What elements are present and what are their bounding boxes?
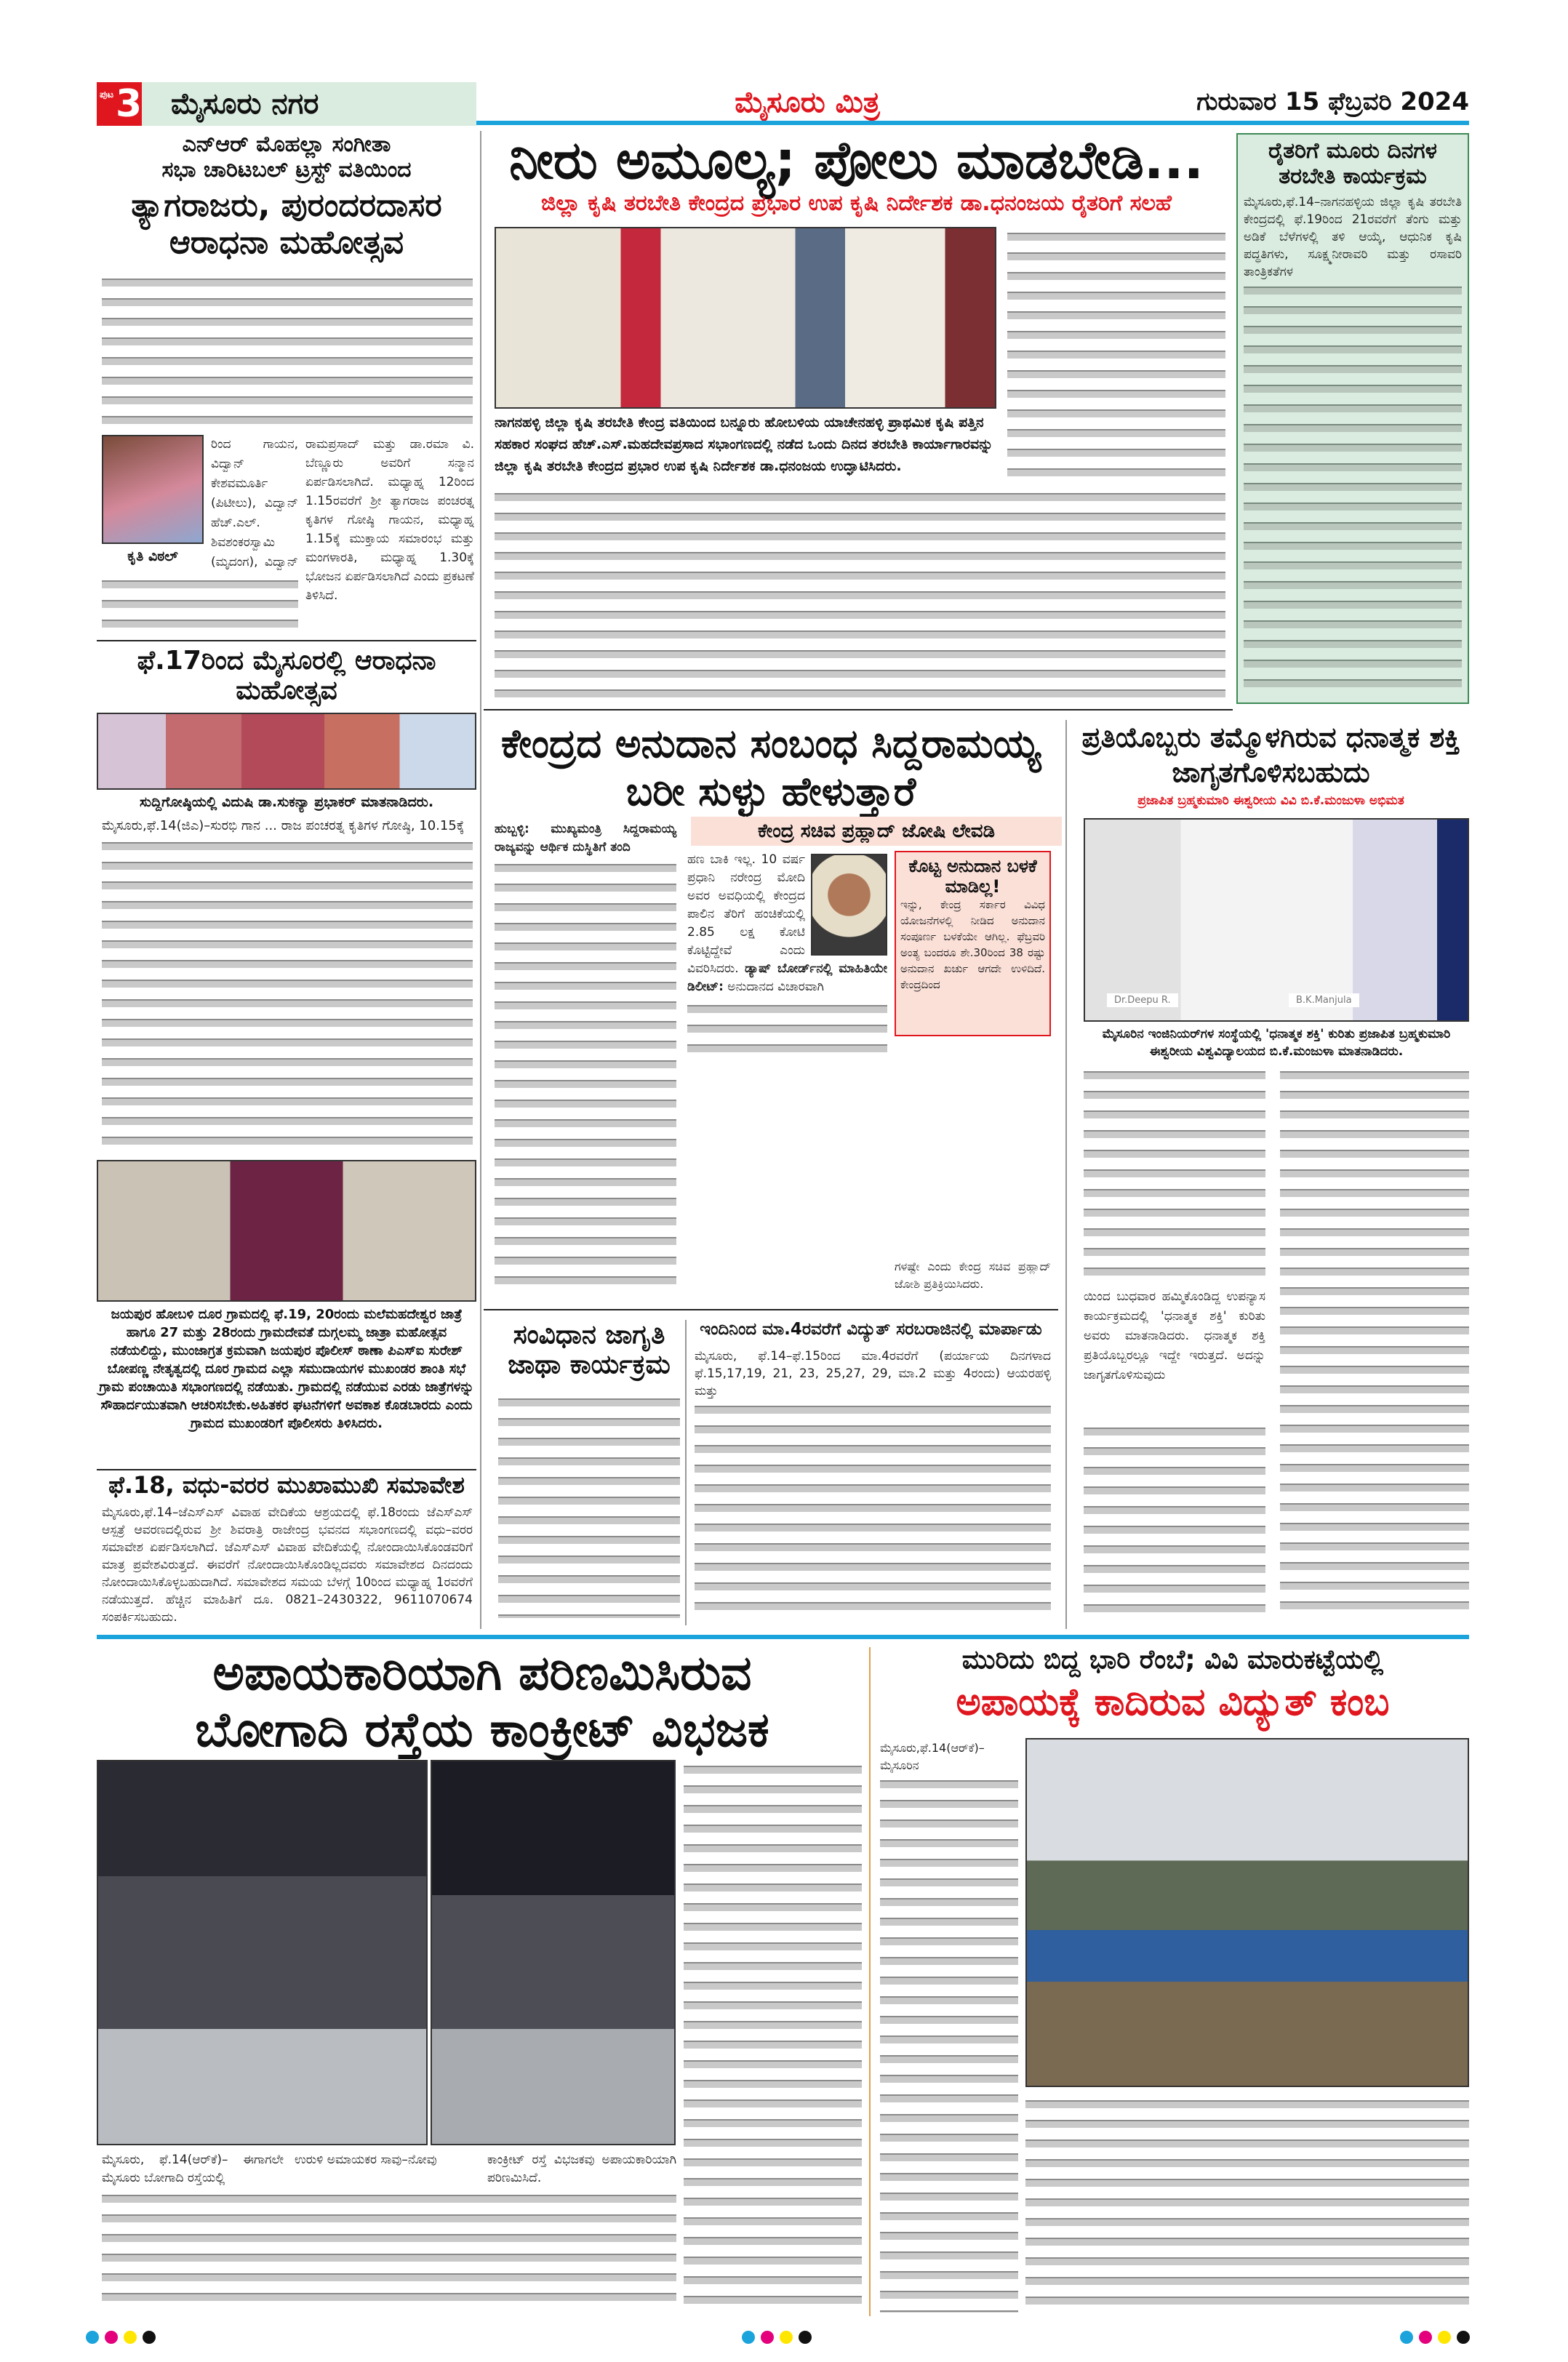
column-rule: [869, 1647, 871, 2316]
positive-body: ಯಿಂದ ಬುಧವಾರ ಹಮ್ಮಿಕೊಂಡಿದ್ದ ಉಪನ್ಯಾಸ ಕಾರ್ಯಕ್ರಮದಲ್ಲಿ 'ಧನಾತ್ಮಕ ಶಕ್ತಿ' ಕುರಿತು ಅವರು ಮಾತನಾಡಿದರು. ಧನಾತ್ಮಕ ಶಕ್ತಿ ಪ್ರತಿಯೊಬ್ಬರಲ್ಲೂ ಇದ್ದೇ ಇರುತ್ತದೆ. ಅದನ್ನು ಜಾಗೃತಗೊಳಿಸುವುದು: [1084, 1289, 1265, 1382]
divider: [97, 1469, 476, 1470]
power-headline: ಇಂದಿನಿಂದ ಮಾ.4ರವರೆಗೆ ವಿದ್ಯುತ್ ಸರಬರಾಜಿನಲ್ಲಿ ಮಾರ್ಪಾಡು: [700, 1320, 1042, 1339]
power-body-text: [695, 1400, 1051, 1618]
positive-body-text-3: [1084, 1422, 1265, 1618]
page-number: 3: [116, 82, 143, 126]
divider: [484, 1309, 1058, 1310]
section-title: ಮೈಸೂರು ನಗರ: [142, 82, 476, 126]
grant-box-title: ಕೊಟ್ಟ ಅನುದಾನ ಬಳಕೆ ಮಾಡಿಲ್ಲ!: [908, 856, 1037, 897]
issue-date: ಗುರುವಾರ 15 ಫೆಬ್ರವರಿ 2024: [1196, 87, 1469, 116]
positive-body-text: [1084, 1065, 1265, 1284]
print-registration-marks-right: [1400, 2331, 1476, 2347]
divider: [97, 640, 476, 641]
positive-caption: ಮೈಸೂರಿನ ಇಂಜಿನಿಯರ್‌ಗಳ ಸಂಸ್ಥೆಯಲ್ಲಿ 'ಧನಾತ್ಮಕ ಶಕ್ತಿ' ಕುರಿತು ಪ್ರಜಾಪಿತ ಬ್ರಹ್ಮಕುಮಾರಿ ಈಶ್ವರೀಯ ವಿಶ್ವವಿದ್ಯಾಲಯದ ಬಿ.ಕೆ.ಮಂಜುಳಾ ಮಾತನಾಡಿದರು.: [1102, 1027, 1451, 1059]
market-pole-photo: [1025, 1738, 1469, 2087]
positive-headline: ಪ್ರತಿಯೊಬ್ಬರು ತಮ್ಮೊಳಗಿರುವ ಧನಾತ್ಮಕ ಶಕ್ತಿ ಜಾಗೃತಗೊಳಿಸಬಹುದು: [1081, 721, 1460, 788]
divider-headline: ಅಪಾಯಕಾರಿಯಾಗಿ ಪರಿಣಮಿಸಿರುವ ಬೋಗಾದಿ ರಸ್ತೆಯ ಕಾಂಕ್ರೀಟ್ ವಿಭಜಕ: [195, 1645, 769, 1758]
grant-body-text-2: ಅನುದಾನದ ವಿಚಾರವಾಗಿ: [727, 980, 824, 994]
grant-body: [687, 851, 887, 1057]
peace-meeting-photo: [97, 1160, 476, 1302]
aradhana-body-text: [102, 273, 473, 429]
water-body-text: [1007, 227, 1225, 481]
section-rule: [97, 1635, 1469, 1639]
aradhana-body-2: ರಾಮಪ್ರಸಾದ್ ಮತ್ತು ಡಾ.ರಮಾ ವಿ. ಬೆಣ್ಣೂರು ಅವರಿಗೆ ಸನ್ಮಾನ ಏರ್ಪಡಿಸಲಾಗಿದೆ. ಮಧ್ಯಾಹ್ನ 12ರಿಂದ 1.15ರವರೆಗೆ ಶ್ರೀ ತ್ಯಾಗರಾಜ ಪಂಚರತ್ನ ಕೃತಿಗಳ ಗೋಷ್ಠಿ ಗಾಯನ, ಮಧ್ಯಾಹ್ನ 1.15ಕ್ಕೆ ಮುಕ್ತಾಯ ಸಮಾರಂಭ ಮತ್ತು ಮಂಗಳಾರತಿ, ಮಧ್ಯಾಹ್ನ 1.30ಕ್ಕೆ ಭೋಜನ ಏರ್ಪಡಿಸಲಾಗಿದೆ ಎಂದು ಪ್ರಕಟಣೆ ತಿಳಿಸಿದೆ.: [305, 437, 474, 603]
grant-tail: ಗಳಷ್ಟೇ ಎಂದು ಕೇಂದ್ರ ಸಚಿವ ಪ್ರಹ್ಲಾದ್ ಜೋಶಿ ಪ್ರತಿಕ್ರಿಯಿಸಿದರು.: [895, 1260, 1051, 1291]
pole-body-text: [880, 1774, 1018, 2313]
samvidhana-body-text: [498, 1393, 680, 1618]
aradhana-body-1: ರಿಂದ ಗಾಯನ, ವಿದ್ವಾನ್ ಕೇಶವಮೂರ್ತಿ (ಪಿಟೀಲು), ವಿದ್ವಾನ್ ಹೆಚ್.ಎಲ್. ಶಿವಶಂಕರಸ್ವಾಮಿ (ಮೃದಂಗ), ವಿದ್ವಾನ್: [211, 437, 298, 569]
water-headline: ನೀರು ಅಮೂಲ್ಯ; ಪೋಲು ಮಾಡಬೇಡಿ...: [509, 129, 1204, 191]
feb17-photo-caption: ಸುದ್ದಿಗೋಷ್ಠಿಯಲ್ಲಿ ವಿದುಷಿ ಡಾ.ಸುಕನ್ಯಾ ಪ್ರಭಾಕರ್ ಮಾತನಾಡಿದರು.: [139, 794, 434, 810]
divider: [484, 709, 1233, 710]
nameplate-deepu: Dr.Deepu R.: [1107, 993, 1178, 1007]
water-body-text-2: [495, 487, 1225, 698]
page-number-badge: [97, 82, 142, 126]
page-label: ಪುಟ: [100, 89, 114, 100]
aradhana-kicker: ಎನ್‌ಆರ್ ಮೊಹಲ್ಲಾ ಸಂಗೀತಾ ಸಭಾ ಚಾರಿಟಬಲ್ ಟ್ರಸ್ಟ್ ವತಿಯಿಂದ: [161, 132, 412, 183]
column-rule: [480, 131, 481, 1629]
aradhana-headline: ತ್ಯಾಗರಾಜರು, ಪುರಂದರದಾಸರ ಆರಾಧನಾ ಮಹೋತ್ಸವ: [131, 187, 442, 261]
grant-sidebar-box: [895, 851, 1051, 1036]
nameplate-manjula: B.K.Manjula: [1289, 993, 1359, 1007]
grant-body-text-1: ಹಣ ಬಾಕಿ ಇಲ್ಲ. 10 ವರ್ಷ ಪ್ರಧಾನಿ ನರೇಂದ್ರ ಮೋದಿ ಅವರ ಅವಧಿಯಲ್ಲಿ ಕೇಂದ್ರದ ಪಾಲಿನ ತೆರಿಗೆ ಹಂಚಿಕೆಯಲ್ಲಿ 2.85 ಲಕ್ಷ ಕೋಟಿ ಕೊಟ್ಟಿದ್ದೇವೆ ಎಂದು ವಿವರಿಸಿದರು.: [687, 852, 805, 976]
road-divider-photo: [431, 1760, 676, 2145]
singer-photo-caption: ಕೃತಿ ವಿಠಲ್: [127, 548, 178, 564]
grant-box-body: ಇನ್ನು, ಕೇಂದ್ರ ಸರ್ಕಾರ ವಿವಿಧ ಯೋಜನೆಗಳಲ್ಲಿ ನೀಡಿದ ಅನುದಾನ ಸಂಪೂರ್ಣ ಬಳಕೆಯೇ ಆಗಿಲ್ಲ. ಫೆಬ್ರವರಿ ಅಂತ್ಯ ಬಂದರೂ ಶೇ.30ರಿಂದ 38 ರಷ್ಟು ಅನುದಾನ ಖರ್ಚು ಆಗದೇ ಉಳಿದಿದೆ. ಕೇಂದ್ರದಿಂದ: [900, 898, 1045, 992]
pole-kicker: ಮುರಿದು ಬಿದ್ದ ಭಾರಿ ರೆಂಬೆ; ವಿವಿ ಮಾರುಕಟ್ಟೆಯಲ್ಲಿ: [961, 1645, 1384, 1675]
aradhana-body-text-2: [102, 575, 298, 633]
print-registration-marks-center: [742, 2331, 817, 2347]
training-body: ಮೈಸೂರು,ಫೆ.14–ನಾಗನಹಳ್ಳಿಯ ಜಿಲ್ಲಾ ಕೃಷಿ ತರಬೇತಿ ಕೇಂದ್ರದಲ್ಲಿ ಫೆ.19ರಿಂದ 21ರವರೆಗೆ ತೆಂಗು ಮತ್ತು ಅಡಿಕೆ ಬೆಳೆಗಳಲ್ಲಿ ತಳಿ ಆಯ್ಕೆ, ಆಧುನಿಕ ಕೃಷಿ ಪದ್ಧತಿಗಳು, ಸೂಕ್ಷ್ಮನೀರಾವರಿ ಮತ್ತು ರಸಾವರಿ ತಾಂತ್ರಿಕತೆಗಳ: [1244, 195, 1462, 279]
workshop-caption: ನಾಗನಹಳ್ಳಿ ಜಿಲ್ಲಾ ಕೃಷಿ ತರಬೇತಿ ಕೇಂದ್ರ ವತಿಯಿಂದ ಬನ್ನೂರು ಹೋಬಳಿಯ ಯಾಚೇನಹಳ್ಳಿ ಪ್ರಾಥಮಿಕ ಕೃಷಿ ಪತ್ತಿನ ಸಹಕಾರ ಸಂಘದ ಹೆಚ್.ಎಸ್.ಮಹದೇವಪ್ರಸಾದ ಸಭಾಂಗಣದಲ್ಲಿ ನಡೆದ ಒಂದು ದಿನದ ತರಬೇತಿ ಕಾರ್ಯಾಗಾರವನ್ನು ಜಿಲ್ಲಾ ಕೃಷಿ ತರಬೇತಿ ಕೇಂದ್ರದ ಪ್ರಭಾರ ಉಪ ಕೃಷಿ ನಿರ್ದೇಶಕ ಡಾ.ಧನಂಜಯ ಉದ್ಘಾಟಿಸಿದರು.: [495, 415, 993, 474]
press-meet-photo: [97, 713, 476, 790]
pole-headline: ಅಪಾಯಕ್ಕೆ ಕಾದಿರುವ ವಿದ್ಯುತ್ ಕಂಬ: [956, 1681, 1390, 1724]
water-subhead: ಜಿಲ್ಲಾ ಕೃಷಿ ತರಬೇತಿ ಕೇಂದ್ರದ ಪ್ರಭಾರ ಉಪ ಕೃಷಿ ನಿರ್ದೇಶಕ ಡಾ.ಧನಂಜಯ ರೈತರಿಗೆ ಸಲಹೆ: [541, 191, 1172, 216]
feb18-headline: ಫೆ.18, ವಧು-ವರರ ಮುಖಾಮುಖಿ ಸಮಾವೇಶ: [108, 1471, 465, 1499]
divider-body-1: ಮೈಸೂರು, ಫೆ.14(ಆರ್‌ಕೆ)– ಈಗಾಗಲೇ ಮೈಸೂರು ಬೋಗಾದಿ ರಸ್ತೆಯಲ್ಲಿ: [102, 2153, 284, 2185]
training-headline: ರೈತರಿಗೆ ಮೂರು ದಿನಗಳ ತರಬೇತಿ ಕಾರ್ಯಕ್ರಮ: [1268, 138, 1437, 189]
power-body: ಮೈಸೂರು, ಫೆ.14–ಫೆ.15ರಿಂದ ಮಾ.4ರವರೆಗೆ (ಪರ್ಯಾಯ ದಿನಗಳಾದ ಫೆ.15,17,19, 21, 23, 25,27, 29, ಮಾ.2 ಮತ್ತು 4ರಂದು) ಆಯರಹಳ್ಳಿ ಮತ್ತು: [695, 1349, 1051, 1398]
feb18-body: ಮೈಸೂರು,ಫೆ.14–ಜೆಎಸ್‌ಎಸ್ ವಿವಾಹ ವೇದಿಕೆಯ ಆಶ್ರಯದಲ್ಲಿ ಫೆ.18ರಂದು ಜೆಎಸ್‌ಎಸ್ ಆಸ್ಪತ್ರೆ ಆವರಣದಲ್ಲಿರುವ ಶ್ರೀ ಶಿವರಾತ್ರಿ ರಾಜೇಂದ್ರ ಭವನದ ಸಭಾಂಗಣದಲ್ಲಿ ವಧು–ವರರ ಸಮಾವೇಶ ಏರ್ಪಡಿಸಲಾಗಿದೆ. ಜೆಎಸ್‌ಎಸ್ ವಿವಾಹ ವೇದಿಕೆಯಲ್ಲಿ ನೋಂದಾಯಿಸಿಕೊಂಡವರಿಗೆ ಮಾತ್ರ ಪ್ರವೇಶವಿರುತ್ತದೆ. ಈವರೆಗೆ ನೋಂದಾಯಿಸಿಕೊಂಡಿಲ್ಲದವರು ಸಮಾವೇಶದ ದಿನದಂದು ನೋಂದಾಯಿಸಿಕೊಳ್ಳಬಹುದಾಗಿದೆ. ಸಮಾವೇಶದ ಸಮಯ ಬೆಳಗ್ಗೆ 10ರಿಂದ ಮಧ್ಯಾಹ್ನ 1ರವರೆಗೆ ನಡೆಯುತ್ತದೆ. ಹೆಚ್ಚಿನ ಮಾಹಿತಿಗೆ ದೂ. 0821–2430322, 9611070674 ಸಂಪರ್ಕಿಸಬಹುದು.: [102, 1505, 473, 1625]
singer-photo: [102, 435, 204, 544]
damaged-car-photo: [97, 1760, 428, 2145]
workshop-photo: [495, 227, 996, 409]
samvidhana-headline: ಸಂವಿಧಾನ ಜಾಗೃತಿ ಜಾಥಾ ಕಾರ್ಯಕ್ರಮ: [508, 1320, 671, 1380]
grant-body-text: [495, 858, 676, 1294]
feb17-body-text: [102, 836, 473, 1149]
pole-body: ಮೈಸೂರು,ಫೆ.14(ಆರ್‌ಕೆ)– ಮೈಸೂರಿನ: [880, 1741, 985, 1772]
divider-body-3: ಕಾಂಕ್ರೀಟ್ ರಸ್ತೆ ವಿಭಜಕವು ಅಪಾಯಕಾರಿಯಾಗಿ ಪರಿಣಮಿಸಿದೆ.: [487, 2153, 676, 2185]
positive-subhead: ಪ್ರಜಾಪಿತ ಬ್ರಹ್ಮಕುಮಾರಿ ಈಶ್ವರೀಯ ವಿವಿ ಬಿ.ಕೆ.ಮಂಜುಳಾ ಅಭಿಮತ: [1137, 793, 1404, 808]
grant-headline: ಕೇಂದ್ರದ ಅನುದಾನ ಸಂಬಂಧ ಸಿದ್ದರಾಮಯ್ಯ ಬರೀ ಸುಳ್ಳು ಹೇಳುತ್ತಾರೆ: [501, 721, 1041, 814]
column-rule: [1065, 720, 1067, 1629]
feb17-headline: ಫೆ.17ರಿಂದ ಮೈಸೂರಲ್ಲಿ ಆರಾಧನಾ ಮಹೋತ್ಸವ: [137, 646, 436, 706]
peace-meeting-caption: ಜಯಪುರ ಹೋಬಳಿ ದೂರ ಗ್ರಾಮದಲ್ಲಿ ಫೆ.19, 20ರಂದು ಮಲೆಮಹದೇಶ್ವರ ಜಾತ್ರೆ ಹಾಗೂ 27 ಮತ್ತು 28ರಂದು ಗ್ರಾಮದೇವತೆ ದುಗ್ಗಲಮ್ಮ ಜಾತ್ರಾ ಮಹೋತ್ಸವ ನಡೆಯಲಿದ್ದು, ಮುಂಜಾಗ್ರತ ಕ್ರಮವಾಗಿ ಜಯಪುರ ಪೊಲೀಸ್ ಠಾಣಾ ಪಿಎಸ್‌ಐ ಸುರೇಶ್ ಬೋಪಣ್ಣ ನೇತೃತ್ವದಲ್ಲಿ ದೂರ ಗ್ರಾಮದ ಎಲ್ಲಾ ಸಮುದಾಯಗಳ ಮುಖಂಡರ ಶಾಂತಿ ಸಭೆ ಗ್ರಾಮ ಪಂಚಾಯಿತಿ ಸಭಾಂಗಣದಲ್ಲಿ ನಡೆಯಿತು. ಗ್ರಾಮದಲ್ಲಿ ನಡೆಯುವ ಎರಡು ಜಾತ್ರೆಗಳನ್ನು ಸೌಹಾರ್ದಯುತವಾಗಿ ಆಚರಿಸಬೇಕು.ಅಹಿತಕರ ಘಟನೆಗಳಿಗೆ ಅವಕಾಶ ಕೊಡಬಾರದು ಎಂದು ಗ್ರಾಮದ ಮುಖಂಡರಿಗೆ ಪೊಲೀಸರು ತಿಳಿಸಿದರು.: [99, 1307, 474, 1431]
training-body-text: [1244, 281, 1462, 688]
header-rule: [476, 121, 1469, 125]
positive-body-text-2: [1280, 1065, 1469, 1618]
grant-lead: ಹುಬ್ಬಳ್ಳಿ: ಮುಖ್ಯಮಂತ್ರಿ ಸಿದ್ದರಾಮಯ್ಯ ರಾಜ್ಯವನ್ನು ಆರ್ಥಿಕ ದುಸ್ಥಿತಿಗೆ ತಂದಿ: [495, 822, 676, 854]
divider-body-text: [102, 2189, 676, 2313]
grant-body-text-3: [687, 999, 887, 1057]
feb17-body-lead: ಮೈಸೂರು,ಫೆ.14(ಜಿಎ)–ಸುರಭಿ ಗಾನ ... ರಾಜ ಪಂಚರತ್ನ ಕೃತಿಗಳ ಗೋಷ್ಠಿ, 10.15ಕ್ಕೆ: [102, 818, 465, 833]
grant-strap: ಕೇಂದ್ರ ಸಚಿವ ಪ್ರಹ್ಲಾದ್ ಜೋಷಿ ಲೇವಡಿ: [691, 817, 1062, 846]
pole-body-text-2: [1025, 2094, 1469, 2313]
minister-photo: [811, 854, 887, 956]
training-box: [1236, 133, 1469, 704]
column-rule: [685, 1320, 687, 1625]
divider-body-text-2: [684, 1760, 862, 2313]
positive-event-photo: [1084, 818, 1469, 1022]
newspaper-logo: ಮೈಸೂರು ಮಿತ್ರ: [735, 86, 880, 119]
grant-subhead: ಡ್ಯಾಷ್ ಬೋರ್ಡ್‌ನಲ್ಲಿ ಮಾಹಿತಿಯೇ ಡಿಲೀಟ್:: [687, 961, 887, 994]
divider-body-2: ಉರುಳಿ ಅಮಾಯಕರ ಸಾವು–ನೋವು: [295, 2153, 437, 2167]
print-registration-marks-left: [86, 2331, 161, 2347]
